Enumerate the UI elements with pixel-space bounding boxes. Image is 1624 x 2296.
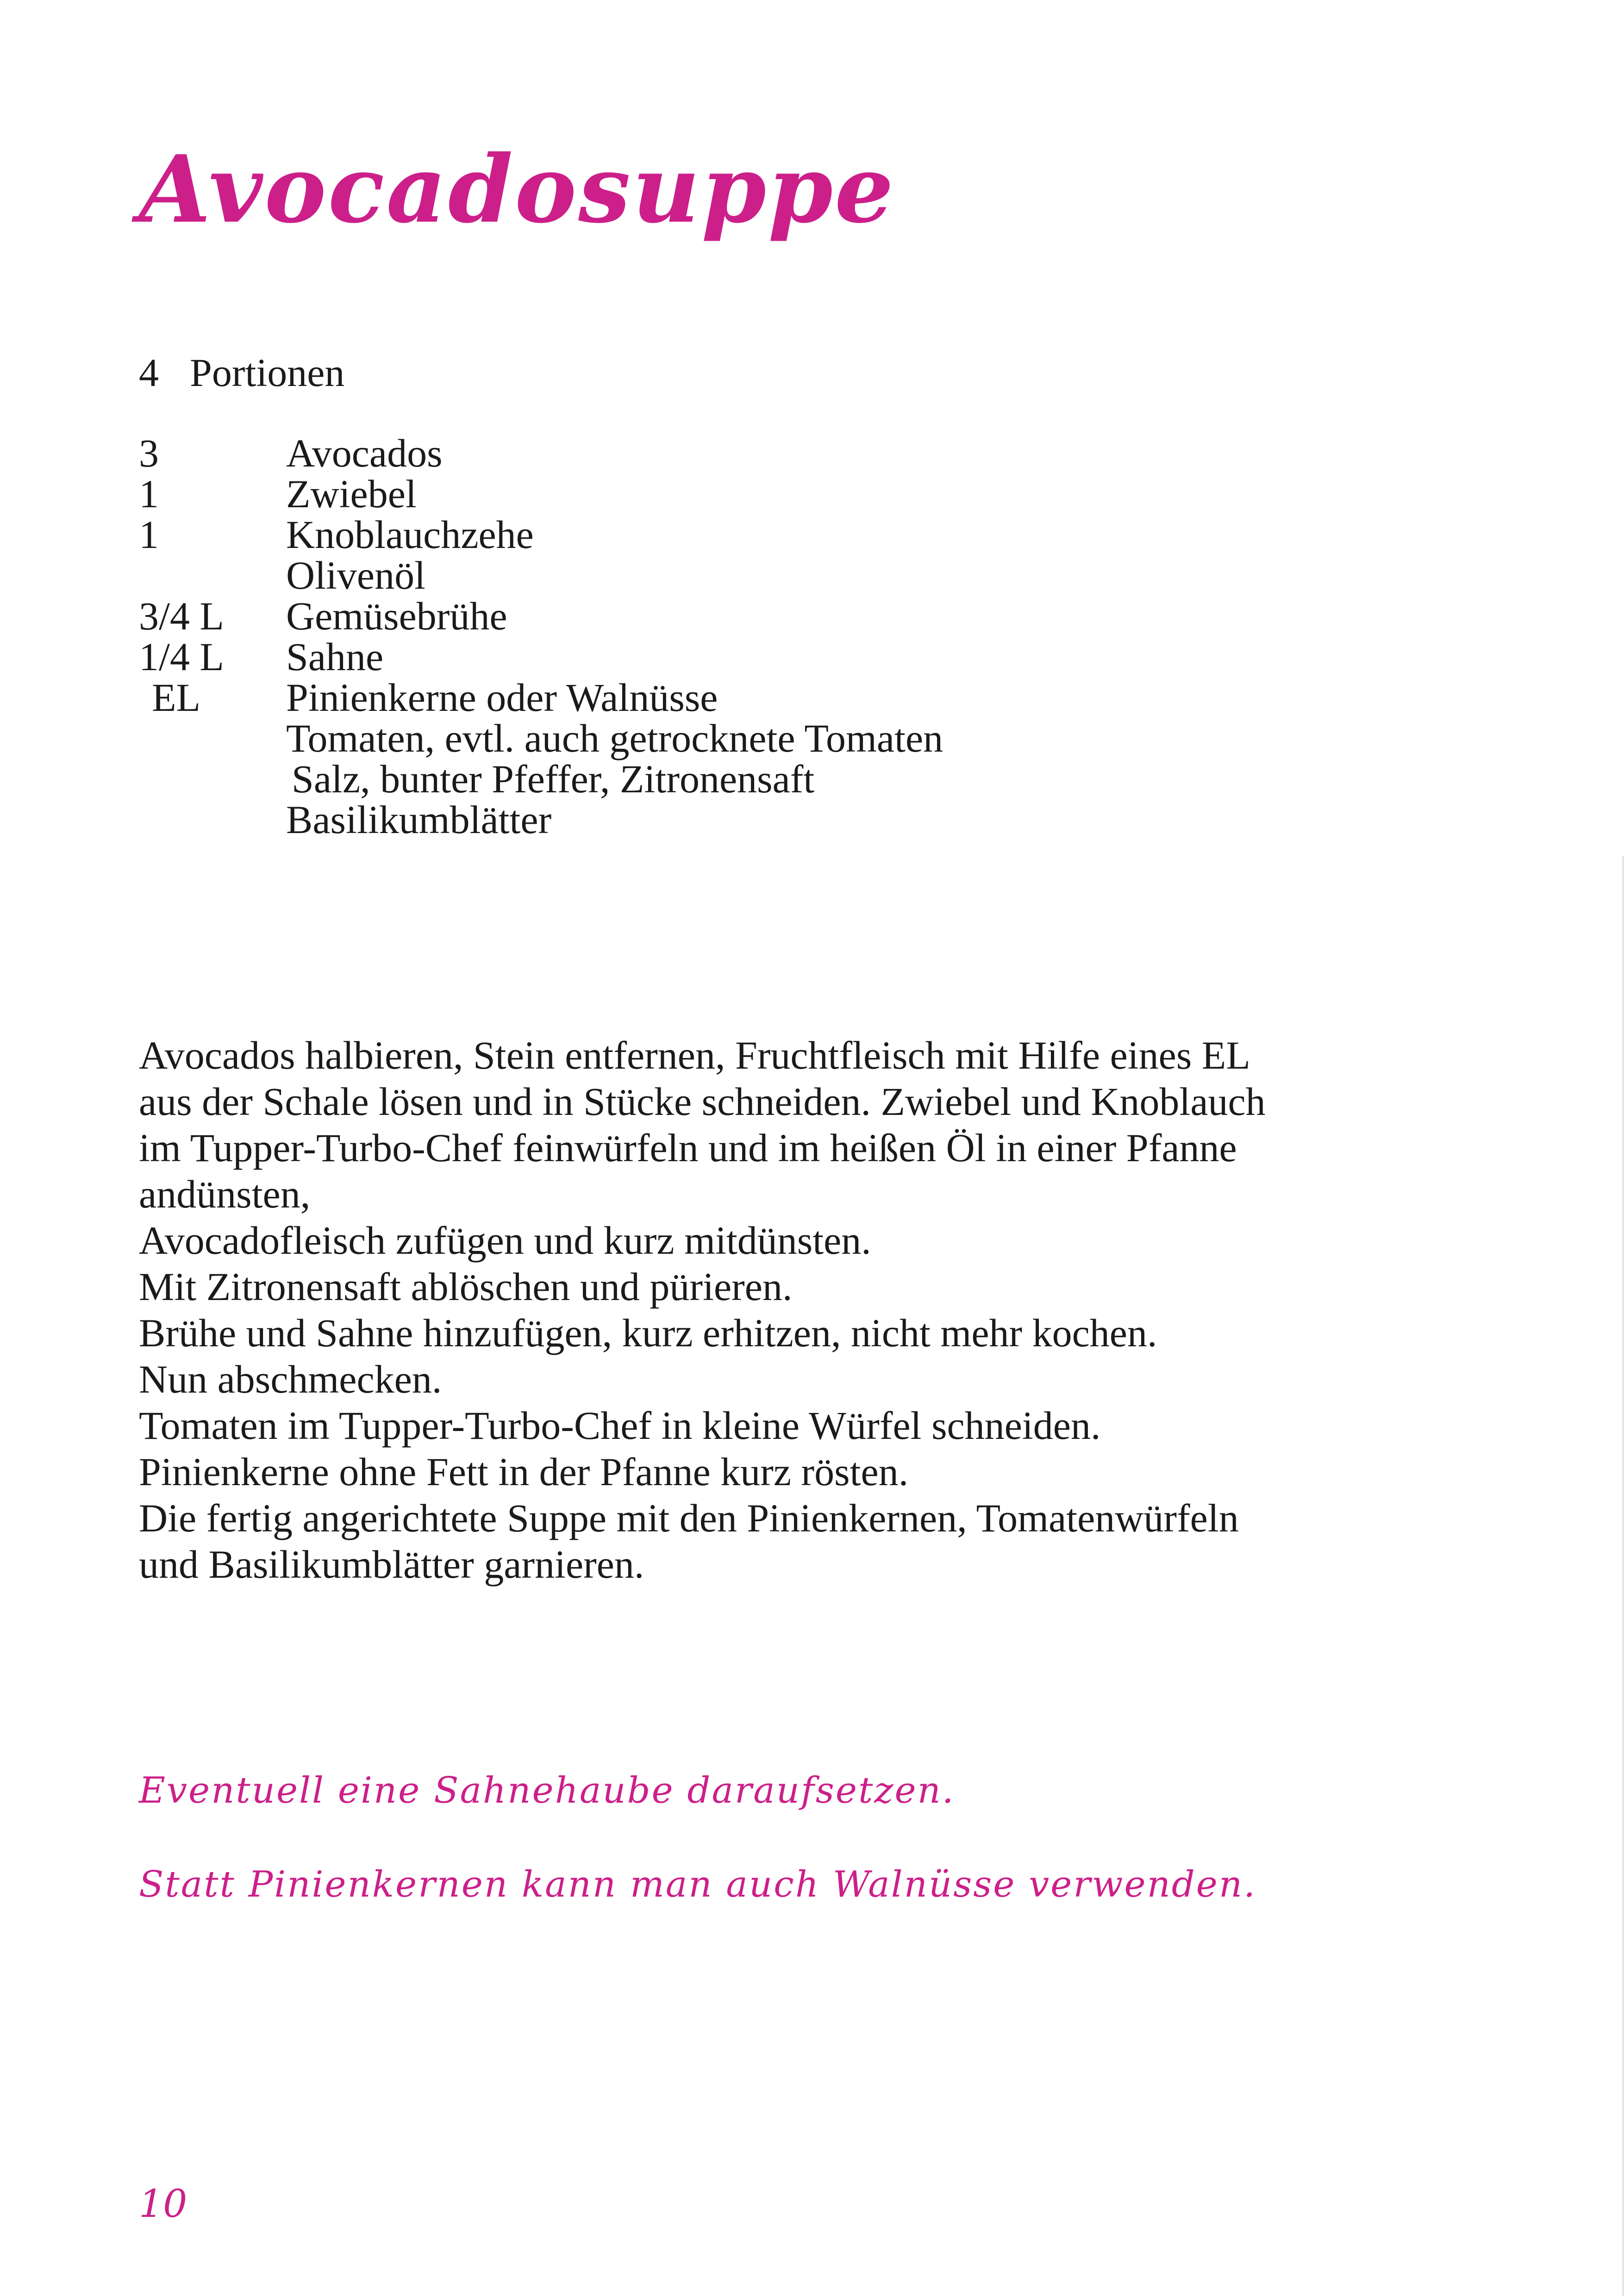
instruction-line: Avocados halbieren, Stein entfernen, Fruchtfleisch mit Hilfe eines EL <box>139 1033 1250 1077</box>
instruction-line: Brühe und Sahne hinzufügen, kurz erhitzen, nicht mehr kochen. <box>139 1311 1157 1355</box>
ingredient-name: Avocados <box>286 431 443 475</box>
instruction-line: Tomaten im Tupper-Turbo-Chef in kleine Würfel schneiden. <box>139 1403 1101 1448</box>
tip-text: Eventuell eine Sahnehaube daraufsetzen. <box>139 1770 955 1811</box>
ingredient-item <box>139 677 943 718</box>
ingredient-qty: 1/4 L <box>139 635 224 679</box>
instruction-line: Nun abschmecken. <box>139 1357 442 1401</box>
ingredient-item <box>139 514 943 555</box>
ingredient-item <box>139 718 943 759</box>
tips-list <box>139 1770 1257 1960</box>
ingredient-name: Sahne <box>286 635 384 679</box>
ingredient-name: Olivenöl <box>286 553 425 597</box>
portions-label: Portionen <box>190 350 345 395</box>
ingredient-item <box>139 555 943 596</box>
instruction-line: aus der Schale lösen und in Stücke schneiden. Zwiebel und Knoblauch <box>139 1079 1266 1124</box>
page-edge-divider <box>1622 856 1624 2296</box>
ingredient-list <box>139 433 943 840</box>
ingredient-item <box>139 759 943 799</box>
ingredient-name: Zwiebel <box>286 472 417 516</box>
ingredient-qty: 3 <box>139 431 159 475</box>
recipe-title: Avocadosuppe <box>139 135 896 244</box>
instruction-line: Die fertig angerichtete Suppe mit den Pinienkernen, Tomatenwürfeln <box>139 1496 1239 1540</box>
instruction-line: Avocadofleisch zufügen und kurz mitdünsten. <box>139 1218 871 1263</box>
ingredient-name: Knoblauchzehe <box>286 512 534 557</box>
ingredient-name: Basilikumblätter <box>286 797 552 842</box>
ingredient-name: Salz, bunter Pfeffer, Zitronensaft <box>292 757 815 801</box>
ingredient-qty: EL <box>152 675 201 720</box>
ingredient-qty: 1 <box>139 472 159 516</box>
ingredient-qty: 3/4 L <box>139 594 224 638</box>
instruction-line: im Tupper-Turbo-Chef feinwürfeln und im heißen Öl in einer Pfanne <box>139 1126 1237 1170</box>
ingredient-item <box>139 636 943 677</box>
page-number: 10 <box>139 2182 187 2226</box>
tip-text: Statt Pinienkernen kann man auch Walnüsse verwenden. <box>139 1864 1257 1905</box>
instruction-text <box>139 1032 1528 1587</box>
ingredient-name: Tomaten, evtl. auch getrocknete Tomaten <box>286 716 943 760</box>
ingredient-item <box>139 433 943 473</box>
ingredient-item <box>139 799 943 840</box>
ingredient-item <box>139 473 943 514</box>
instruction-line: Mit Zitronensaft ablöschen und pürieren. <box>139 1264 793 1309</box>
portions-line <box>139 349 344 396</box>
portions-count: 4 <box>139 350 159 395</box>
instruction-line: und Basilikumblätter garnieren. <box>139 1542 644 1587</box>
ingredient-qty: 1 <box>139 512 159 557</box>
ingredient-item <box>139 596 943 636</box>
instruction-line: andünsten, <box>139 1172 311 1216</box>
ingredient-name: Pinienkerne oder Walnüsse <box>286 675 718 720</box>
instruction-line: Pinienkerne ohne Fett in der Pfanne kurz rösten. <box>139 1450 909 1494</box>
ingredient-name: Gemüsebrühe <box>286 594 507 638</box>
